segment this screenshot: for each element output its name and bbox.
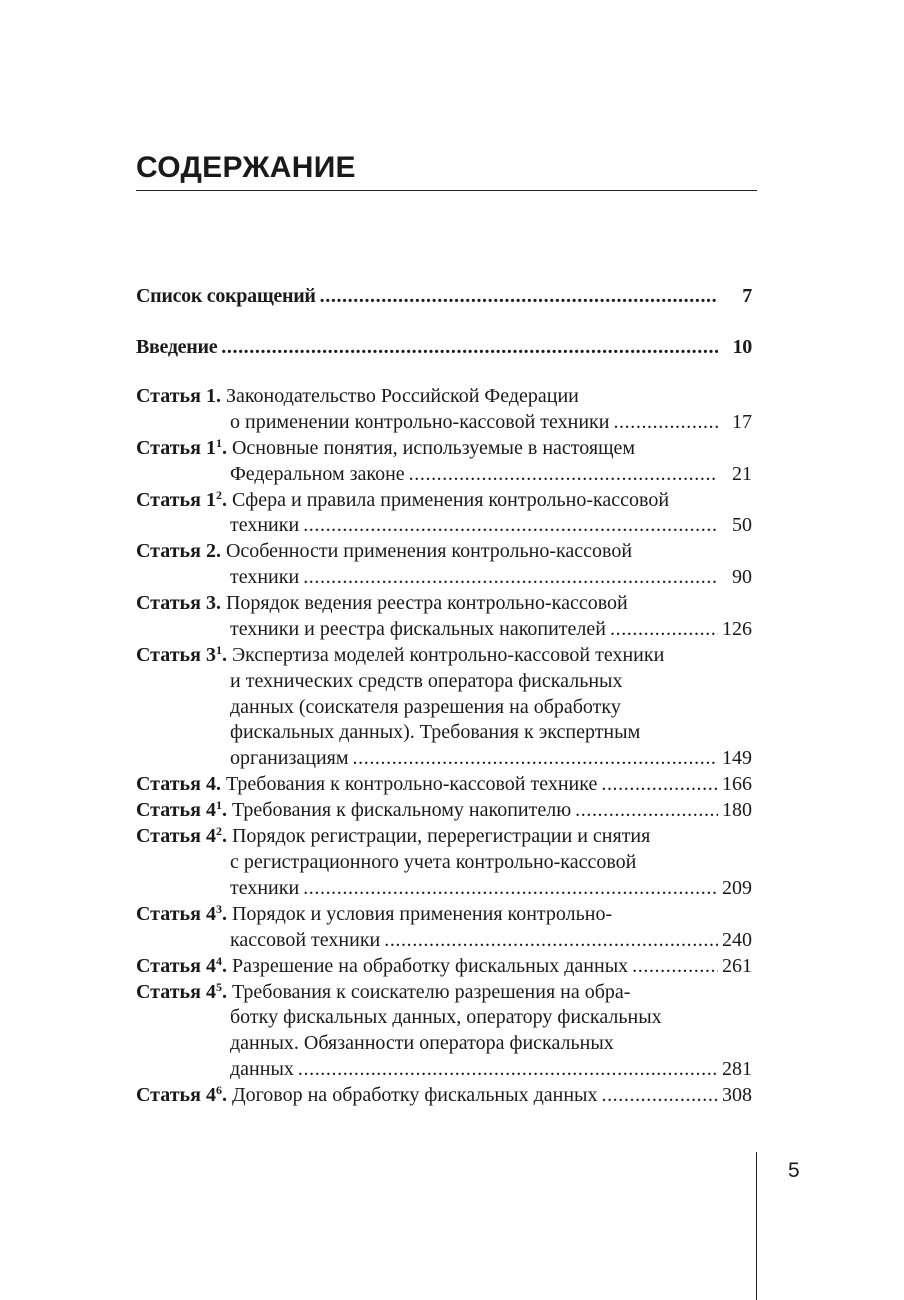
toc-line — [136, 462, 752, 488]
toc-line — [136, 798, 752, 824]
article-superscript: 1 — [215, 643, 222, 657]
article-label-period: . — [221, 488, 227, 511]
leader-dots — [601, 1083, 718, 1109]
leader-dots — [298, 1057, 718, 1083]
toc-line — [136, 436, 752, 462]
toc-line — [136, 824, 752, 850]
toc-entry-title: Федеральном законе — [230, 462, 405, 485]
toc-entry[interactable] — [136, 384, 752, 436]
toc-entry[interactable] — [136, 284, 752, 310]
article-label — [136, 798, 227, 824]
toc-entry-title: Законодательство Российской Федерации — [225, 385, 579, 407]
article-superscript: 2 — [215, 824, 222, 839]
leader-dots — [384, 928, 718, 954]
toc-page-number: 308 — [722, 1084, 752, 1106]
toc-entry-title: Порядок ведения реестра контрольно-кассовой — [225, 592, 628, 615]
article-label-period: . — [221, 1084, 227, 1106]
toc-entry[interactable] — [136, 772, 752, 798]
leader-dots — [409, 462, 718, 488]
article-label-text: Статья 1 — [136, 436, 216, 459]
toc-line — [136, 980, 752, 1006]
article-label-period: . — [221, 436, 227, 459]
article-label-period: . — [215, 540, 221, 563]
toc-line — [136, 410, 752, 436]
leader-dots — [221, 335, 718, 361]
toc-entry-title: организациям — [230, 747, 349, 770]
toc-line — [136, 1057, 752, 1083]
article-label-period: . — [215, 773, 221, 796]
toc-entry[interactable] — [136, 436, 752, 488]
toc-page-number: 17 — [732, 410, 752, 433]
toc-entry-title: данных (соискателя разрешения на обработку — [230, 695, 621, 718]
toc-entry-title: Введение — [136, 336, 218, 358]
toc-line — [136, 591, 752, 617]
toc-line — [136, 1031, 752, 1057]
article-superscript: 1 — [215, 435, 222, 450]
toc-entry[interactable] — [136, 591, 752, 643]
article-label-text: Статья 4 — [136, 902, 216, 925]
toc-page-number: 90 — [732, 566, 752, 589]
toc-entry-title: Основные понятия, используемые в настоящем — [231, 436, 635, 459]
article-label-text: Статья 2 — [136, 540, 216, 563]
article-superscript: 6 — [215, 1083, 222, 1097]
toc-line — [136, 513, 752, 539]
toc-entry-title: данных — [230, 1057, 294, 1080]
article-label-text: Статья 4 — [136, 773, 216, 796]
article-label — [136, 643, 227, 669]
toc-line — [136, 1083, 752, 1109]
toc-entry[interactable] — [136, 643, 752, 772]
article-label — [136, 954, 227, 980]
leader-dots — [613, 410, 718, 436]
article-label-period: . — [221, 799, 227, 822]
toc-entry-title: фискальных данных). Требования к экспертным — [230, 721, 641, 744]
toc-line — [136, 902, 752, 928]
article-label-period: . — [221, 954, 227, 977]
leader-dots — [320, 284, 718, 310]
toc-entry-title: и технических средств оператора фискальных — [230, 669, 623, 692]
leader-dots — [575, 798, 718, 824]
article-label-period: . — [215, 592, 221, 615]
toc-page-number: 240 — [722, 928, 752, 951]
toc-page-number: 180 — [722, 799, 752, 822]
page-number: 5 — [788, 1159, 800, 1182]
toc-entry-title: Экспертиза моделей контрольно-кассовой техники — [231, 644, 665, 666]
toc-page-number: 166 — [722, 773, 752, 796]
toc-entry-title: с регистрационного учета контрольно-кассовой — [230, 850, 637, 873]
leader-dots — [303, 565, 718, 591]
leader-dots — [632, 954, 718, 980]
margin-divider — [756, 1152, 757, 1300]
toc-entry[interactable] — [136, 1083, 752, 1109]
article-label-period: . — [221, 825, 227, 848]
article-label-period: . — [221, 902, 227, 925]
toc-line — [136, 617, 752, 643]
toc-entry[interactable] — [136, 488, 752, 540]
toc-entry-title: техники — [230, 876, 300, 899]
toc-line — [136, 669, 752, 695]
article-label — [136, 1083, 227, 1109]
leader-dots — [610, 617, 718, 643]
page-title: СОДЕРЖАНИЕ — [136, 151, 356, 184]
toc-page-number: 21 — [732, 462, 752, 485]
toc-entry[interactable] — [136, 539, 752, 591]
toc-entry-title: Договор на обработку фискальных данных — [231, 1084, 598, 1106]
toc-page-number: 50 — [732, 514, 752, 537]
article-label — [136, 436, 227, 462]
toc-entry-title: Сфера и правила применения контрольно-кассовой — [231, 488, 670, 511]
toc-line — [136, 876, 752, 902]
toc-line — [136, 284, 752, 310]
toc-page-number: 126 — [722, 617, 752, 640]
article-label — [136, 488, 227, 514]
toc-entry[interactable] — [136, 954, 752, 980]
toc-entry-title: ботку фискальных данных, оператору фискальных — [230, 1006, 662, 1029]
article-label — [136, 384, 221, 410]
article-superscript: 5 — [215, 979, 222, 994]
article-label-period: . — [215, 385, 221, 407]
toc-entry-title: Разрешение на обработку фискальных данных — [231, 954, 629, 977]
toc-entry[interactable] — [136, 824, 752, 901]
toc-page-number: 209 — [722, 876, 752, 899]
toc-entry-title: Требования к фискальному накопителю — [231, 799, 572, 822]
article-label-text: Статья 4 — [136, 799, 216, 822]
leader-dots — [353, 746, 718, 772]
article-label-text: Статья 4 — [136, 825, 216, 848]
article-label-text: Статья 3 — [136, 592, 216, 615]
toc-line — [136, 928, 752, 954]
toc-entry-title: данных. Обязанности оператора фискальных — [230, 1032, 614, 1055]
article-label-text: Статья 1 — [136, 385, 216, 407]
toc-line — [136, 384, 752, 410]
leader-dots — [303, 876, 718, 902]
toc-entry-title: Порядок регистрации, перерегистрации и снятия — [231, 825, 651, 848]
article-label — [136, 980, 227, 1006]
toc-entry-title: Требования к контрольно-кассовой технике — [225, 773, 598, 796]
toc-entry-title: техники и реестра фискальных накопителей — [230, 617, 606, 640]
toc-page-number: 7 — [742, 285, 752, 307]
article-superscript: 4 — [215, 953, 222, 968]
article-label-text: Статья 4 — [136, 954, 216, 977]
toc-line — [136, 746, 752, 772]
article-label — [136, 772, 221, 798]
article-label — [136, 824, 227, 850]
article-label-text: Статья 4 — [136, 1084, 216, 1106]
toc-entry-title: Особенности применения контрольно-кассовой — [225, 540, 633, 563]
toc-line — [136, 1005, 752, 1031]
toc-entry-title: техники — [230, 514, 300, 537]
toc-entry[interactable] — [136, 902, 752, 954]
article-label-text: Статья 3 — [136, 644, 216, 666]
toc-page-number: 149 — [722, 747, 752, 770]
toc-line — [136, 954, 752, 980]
article-label — [136, 539, 221, 565]
toc-page-number: 10 — [732, 336, 752, 358]
toc-entry[interactable] — [136, 980, 752, 1083]
article-superscript: 1 — [215, 798, 222, 813]
toc-line — [136, 695, 752, 721]
toc-entry[interactable] — [136, 798, 752, 824]
toc-entry-title: Порядок и условия применения контрольно- — [231, 902, 613, 925]
article-label-period: . — [221, 980, 227, 1003]
article-label-text: Статья 1 — [136, 488, 216, 511]
toc-line — [136, 772, 752, 798]
toc-line — [136, 335, 752, 361]
leader-dots — [303, 513, 718, 539]
toc-entry-title: кассовой техники — [230, 928, 381, 951]
toc-line — [136, 643, 752, 669]
article-label — [136, 902, 227, 928]
toc-entry-title: Требования к соискателю разрешения на обра- — [231, 980, 631, 1003]
toc-page-number: 261 — [722, 954, 752, 977]
article-label — [136, 591, 221, 617]
article-superscript: 2 — [215, 487, 222, 502]
toc-line — [136, 720, 752, 746]
article-superscript: 3 — [215, 901, 222, 916]
heading-divider — [136, 190, 757, 191]
article-label-period: . — [221, 644, 227, 666]
toc-line — [136, 850, 752, 876]
toc-line — [136, 539, 752, 565]
toc-entry-title: техники — [230, 566, 300, 589]
toc-entry-title: Список сокращений — [136, 285, 316, 307]
article-label-text: Статья 4 — [136, 980, 216, 1003]
toc-entry[interactable] — [136, 335, 752, 361]
toc-line — [136, 565, 752, 591]
toc-page-number: 281 — [722, 1057, 752, 1080]
toc-line — [136, 488, 752, 514]
leader-dots — [601, 772, 718, 798]
toc-entry-title: о применении контрольно-кассовой техники — [230, 410, 610, 433]
